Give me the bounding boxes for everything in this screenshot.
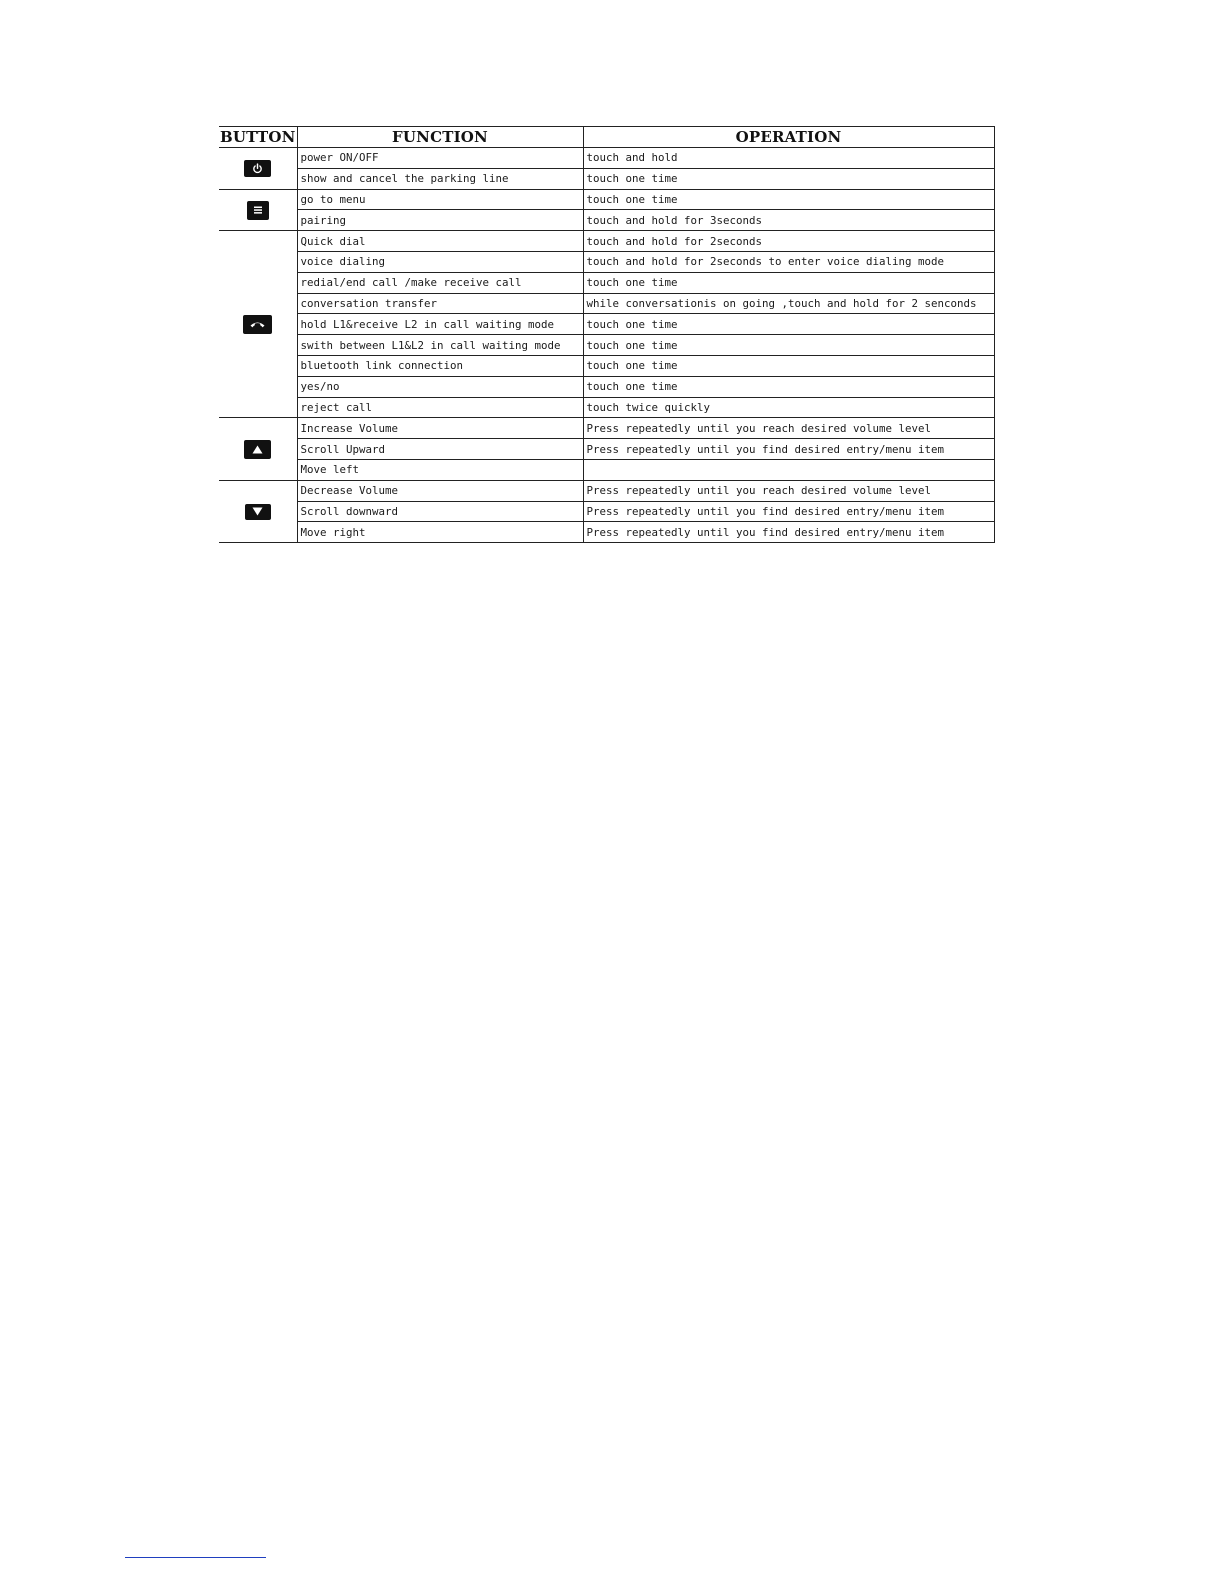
operation-cell: Press repeatedly until you reach desired volume level: [583, 418, 994, 439]
operation-cell: touch and hold for 2seconds: [583, 231, 994, 252]
footnote-separator: [125, 1557, 266, 1558]
operation-cell: touch one time: [583, 272, 994, 293]
up-arrow-icon: [244, 440, 271, 459]
operation-cell: touch and hold for 2seconds to enter voice dialing mode: [583, 251, 994, 272]
function-cell: Scroll Upward: [297, 439, 583, 460]
phone-icon: [243, 315, 272, 334]
function-cell: swith between L1&L2 in call waiting mode: [297, 335, 583, 356]
menu-icon: [247, 201, 269, 220]
operation-cell: touch and hold for 3seconds: [583, 210, 994, 231]
function-cell: Decrease Volume: [297, 480, 583, 501]
table-row: [219, 314, 994, 335]
function-cell: reject call: [297, 397, 583, 418]
table-row: [219, 439, 994, 460]
function-cell: Move left: [297, 459, 583, 480]
table-row: [219, 210, 994, 231]
function-cell: show and cancel the parking line: [297, 168, 583, 189]
function-cell: yes/no: [297, 376, 583, 397]
operation-cell: touch one time: [583, 376, 994, 397]
operation-cell: touch and hold: [583, 148, 994, 169]
table-row: [219, 272, 994, 293]
table-row: [219, 501, 994, 522]
operation-cell: Press repeatedly until you find desired entry/menu item: [583, 439, 994, 460]
table-row: [219, 251, 994, 272]
function-cell: redial/end call /make receive call: [297, 272, 583, 293]
button-cell: [219, 148, 297, 190]
button-cell: [219, 418, 297, 480]
function-cell: pairing: [297, 210, 583, 231]
operation-cell: touch twice quickly: [583, 397, 994, 418]
operation-cell: touch one time: [583, 335, 994, 356]
function-cell: hold L1&receive L2 in call waiting mode: [297, 314, 583, 335]
table-row: [219, 293, 994, 314]
operation-cell: while conversationis on going ,touch and hold for 2 senconds: [583, 293, 994, 314]
function-cell: voice dialing: [297, 251, 583, 272]
table-row: [219, 397, 994, 418]
function-cell: Quick dial: [297, 231, 583, 252]
table-row: [219, 376, 994, 397]
operation-cell: [583, 459, 994, 480]
function-cell: power ON/OFF: [297, 148, 583, 169]
table-row: [219, 231, 994, 252]
operation-cell: Press repeatedly until you reach desired volume level: [583, 480, 994, 501]
header-function: FUNCTION: [297, 127, 583, 148]
button-cell: [219, 189, 297, 231]
operation-cell: Press repeatedly until you find desired entry/menu item: [583, 501, 994, 522]
function-cell: Scroll downward: [297, 501, 583, 522]
table-row: [219, 355, 994, 376]
down-arrow-icon: [245, 504, 271, 520]
button-cell: [219, 480, 297, 542]
table-row: [219, 459, 994, 480]
operation-cell: Press repeatedly until you find desired entry/menu item: [583, 522, 994, 543]
table-header-row: [219, 127, 994, 148]
function-cell: Increase Volume: [297, 418, 583, 439]
button-cell: [219, 231, 297, 418]
table-row: [219, 168, 994, 189]
table-body: [219, 148, 994, 543]
function-cell: bluetooth link connection: [297, 355, 583, 376]
button-function-table: [219, 126, 995, 543]
operation-cell: touch one time: [583, 189, 994, 210]
function-cell: go to menu: [297, 189, 583, 210]
operation-cell: touch one time: [583, 355, 994, 376]
function-cell: conversation transfer: [297, 293, 583, 314]
function-cell: Move right: [297, 522, 583, 543]
table-row: [219, 148, 994, 169]
table-row: [219, 480, 994, 501]
header-button: BUTTON: [219, 128, 296, 146]
table-row: [219, 189, 994, 210]
operation-cell: touch one time: [583, 314, 994, 335]
operation-cell: touch one time: [583, 168, 994, 189]
table-row: [219, 335, 994, 356]
table-row: [219, 418, 994, 439]
power-icon: [244, 160, 271, 177]
table-row: [219, 522, 994, 543]
header-operation: OPERATION: [583, 127, 994, 148]
